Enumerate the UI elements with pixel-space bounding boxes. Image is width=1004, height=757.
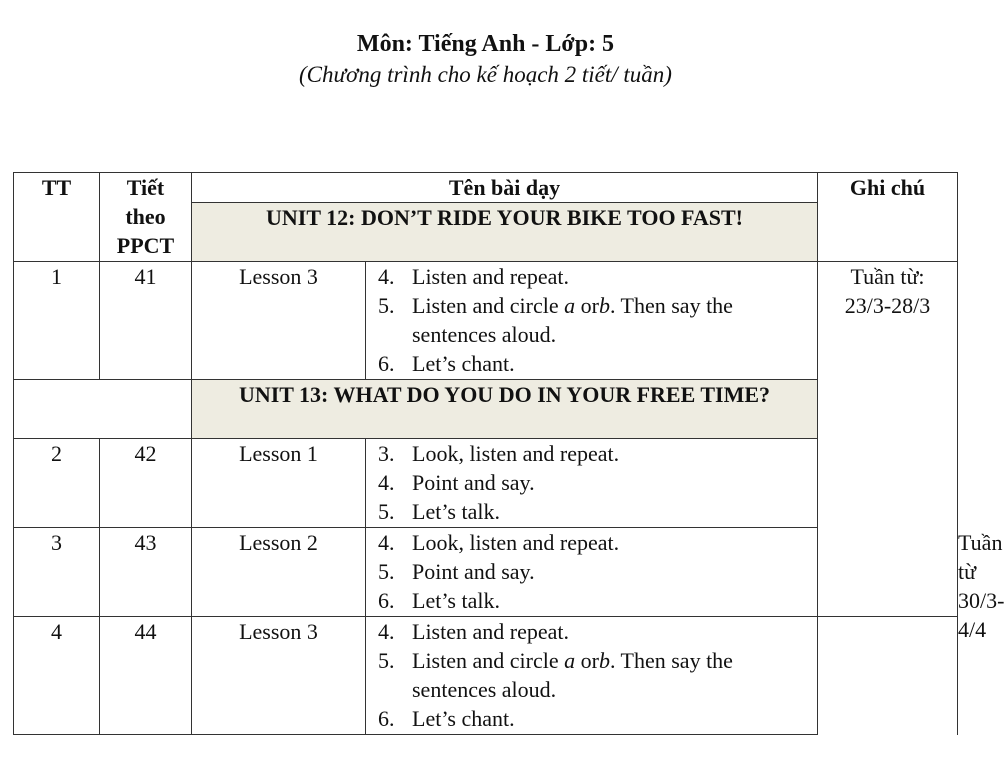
header-tiet <box>100 173 192 262</box>
header-tt: TT <box>14 173 100 262</box>
activity-item: 6. Let’s chant. <box>378 706 515 731</box>
table-row <box>14 439 958 528</box>
activity-item: 5. Listen and circle a orb. Then say the sentences aloud. <box>378 648 733 702</box>
row-2-activities <box>366 439 818 528</box>
header-tiet-line1: Tiết <box>126 175 165 200</box>
activity-item: 5. Listen and circle a orb. Then say the sentences aloud. <box>378 293 733 347</box>
activity-item: 5. Let’s talk. <box>378 499 500 524</box>
header-ghi-chu: Ghi chú <box>818 173 958 262</box>
row-1-lesson: Lesson 3 <box>192 262 366 380</box>
row-2-tt: 2 <box>14 439 100 528</box>
header-row <box>14 173 958 203</box>
row-3-tt: 3 <box>14 528 100 617</box>
document-title: Môn: Tiếng Anh - Lớp: 5 <box>356 31 615 57</box>
row-3-lesson: Lesson 2 <box>192 528 366 617</box>
activity-item: 3. Look, listen and repeat. <box>378 441 620 466</box>
document-subtitle: (Chương trình cho kế hoạch 2 tiết/ tuần) <box>299 62 672 87</box>
row-2-lesson: Lesson 1 <box>192 439 366 528</box>
activity-item: 4. Look, listen and repeat. <box>378 530 620 555</box>
header-tiet-line3: PPCT <box>116 233 175 258</box>
note-week-1-line2: 23/3-28/3 <box>844 293 931 318</box>
activity-item: 4. Point and say. <box>378 470 535 495</box>
row-4-tt: 4 <box>14 617 100 735</box>
unit-13-blank <box>14 380 192 439</box>
activity-item: 4. Listen and repeat. <box>378 264 569 289</box>
activity-item: 6. Let’s chant. <box>378 351 515 376</box>
unit-12-title: UNIT 12: DON’T RIDE YOUR BIKE TOO FAST! <box>192 203 818 262</box>
row-1-tiet: 41 <box>100 262 192 380</box>
unit-13-title: UNIT 13: WHAT DO YOU DO IN YOUR FREE TIME? <box>192 380 818 439</box>
row-1-tt: 1 <box>14 262 100 380</box>
row-4-tiet: 44 <box>100 617 192 735</box>
activity-item: 4. Listen and repeat. <box>378 619 569 644</box>
header-ten-bai: Tên bài dạy <box>192 173 818 203</box>
row-3-tiet: 43 <box>100 528 192 617</box>
table-row: 3 43 Lesson 2 4. Look, listen and repeat. 5. Point and say. 6. Let’s talk. Tuần từ 30/3-4/4 <box>14 528 958 617</box>
header-tiet-line2: theo <box>125 204 166 229</box>
row-4-activities <box>366 617 818 735</box>
row-2-tiet: 42 <box>100 439 192 528</box>
table-row <box>14 617 958 735</box>
activity-item: 5. Point and say. <box>378 559 535 584</box>
row-4-lesson: Lesson 3 <box>192 617 366 735</box>
table-row <box>14 262 958 380</box>
unit-13-row <box>14 380 958 439</box>
row-3-activities <box>366 528 818 617</box>
activity-item: 6. Let’s talk. <box>378 588 500 613</box>
note-week-1-line1: Tuần từ: <box>850 264 925 289</box>
lesson-plan-table <box>13 172 1004 735</box>
note-week-1 <box>818 262 958 617</box>
row-1-activities <box>366 262 818 380</box>
